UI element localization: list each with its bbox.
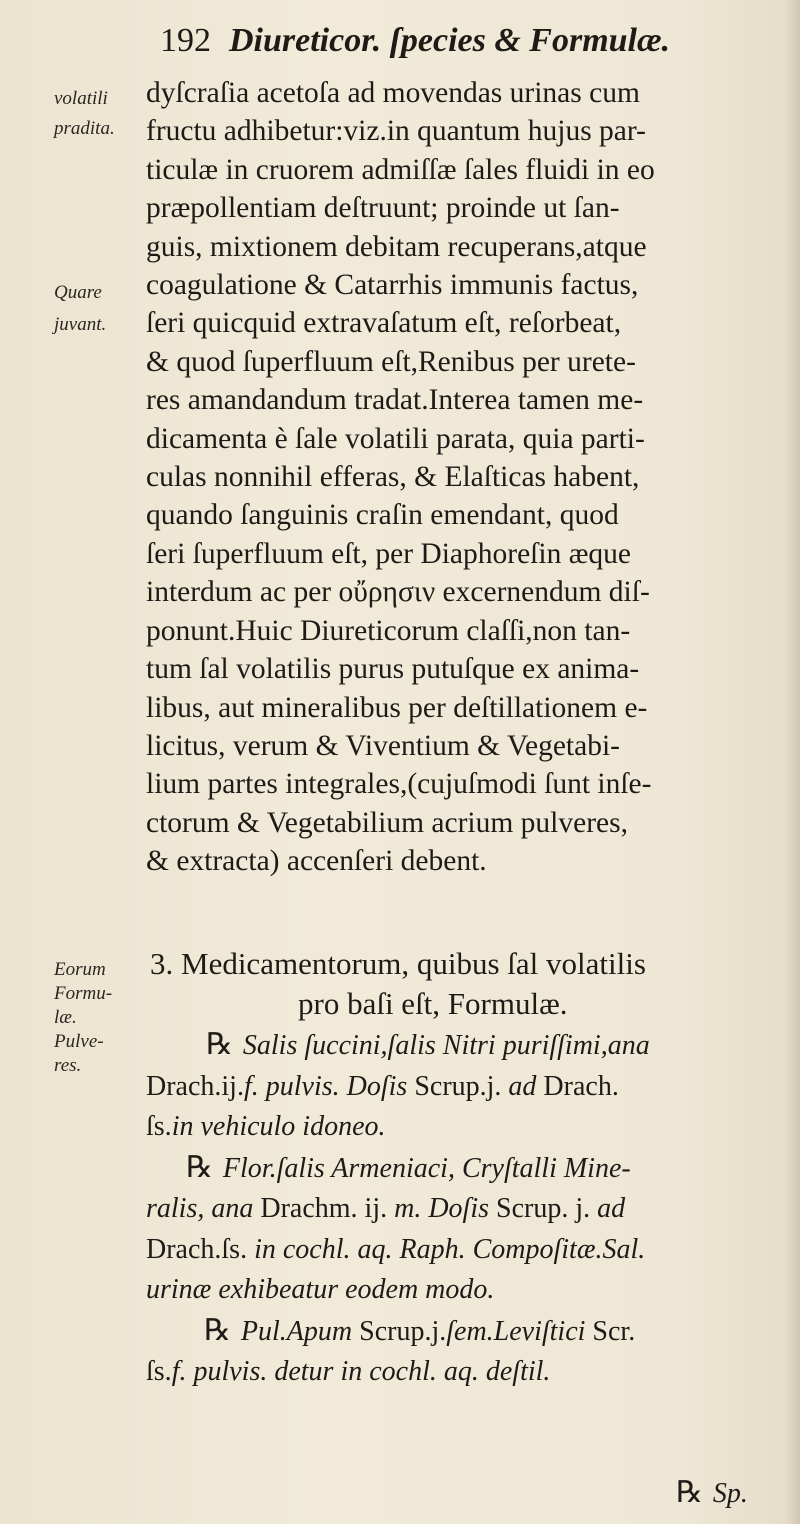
margin-note-line: Formu- — [54, 983, 113, 1004]
margin-note-line: læ. — [54, 1007, 77, 1028]
page-number: 192 — [160, 22, 211, 59]
section-heading-line: pro baſi eſt, Formulæ. — [298, 986, 568, 1021]
body-line: ponunt.Huic Diureticorum claſſi,non tan- — [146, 614, 631, 647]
formula-text: ſs. — [146, 1111, 172, 1142]
body-line: ſeri ſuperfluum eſt, per Diaphoreſin æque — [146, 537, 631, 570]
margin-note-line: volatili — [54, 88, 108, 109]
formula-list — [146, 1025, 796, 1393]
margin-note-line: pradita. — [54, 118, 115, 139]
formula-text: Drach.ij. — [146, 1070, 244, 1102]
formula-text: ralis, ana — [146, 1193, 254, 1224]
body-line: præpollentiam deſtruunt; proinde ut ſan- — [146, 192, 620, 225]
formula-text: Pul.Apum — [240, 1315, 353, 1347]
margin-note-quare — [54, 280, 106, 338]
catchword — [676, 1475, 748, 1510]
formula-2-line — [146, 1189, 796, 1230]
body-line: lium partes integrales,(cujuſmodi ſunt inſe- — [146, 768, 652, 801]
margin-note-line: res. — [54, 1055, 82, 1076]
formula-3-line — [146, 1311, 796, 1353]
body-line: quando ſanguinis craſin emendant, quod — [146, 499, 619, 532]
margin-note-eorum — [54, 958, 112, 1078]
formula-text: in cochl. aq. Raph. Compoſitæ.Sal. — [254, 1233, 646, 1265]
formula-text: ſs. — [146, 1356, 172, 1387]
body-line: & quod ſuperfluum eſt,Renibus per urete- — [146, 345, 636, 378]
formula-2-line — [146, 1148, 796, 1190]
body-line: interdum ac per οὔρησιν excernendum diſ- — [146, 576, 650, 609]
section-heading-line: 3. Medicamentorum, quibus ſal volatilis — [150, 946, 646, 981]
formula-text: in vehiculo idoneo. — [171, 1111, 386, 1142]
formula-text: Scrup.j. — [414, 1070, 502, 1102]
formula-2-line — [146, 1230, 796, 1271]
recipe-symbol-icon: ℞ — [204, 1312, 231, 1348]
margin-note-volatili — [54, 86, 115, 142]
formula-text: Drach.ſs. — [146, 1233, 248, 1265]
formula-1-line — [146, 1067, 796, 1108]
body-line: dicamenta è ſale volatili parata, quia parti- — [146, 422, 645, 455]
margin-note-line: Pulve- — [54, 1031, 104, 1052]
formula-text: ſem.Leviſtici — [446, 1315, 586, 1347]
formula-text: Scr. — [592, 1315, 636, 1347]
formula-text: Drachm. ij. — [260, 1193, 388, 1224]
body-line: ctorum & Vegetabilium acrium pulveres, — [146, 806, 628, 839]
recipe-symbol-icon: ℞ — [676, 1475, 703, 1510]
body-line: ſeri quicquid extravaſatum eſt, reſorbeat, — [146, 307, 622, 340]
body-line: & extracta) accenſeri debent. — [146, 845, 487, 878]
recipe-symbol-icon: ℞ — [206, 1027, 233, 1062]
formula-1-line — [146, 1107, 796, 1148]
body-line: dyſcraſia acetoſa ad movendas urinas cum — [146, 77, 640, 109]
formula-text: Flor.ſalis Armeniaci, Cryſtalli Mine- — [222, 1152, 631, 1184]
running-title: Diureticor. ſpecies & Formulæ. — [229, 22, 671, 59]
formula-text: ad — [597, 1193, 626, 1224]
margin-note-line: Quare — [54, 282, 102, 303]
margin-note-line: juvant. — [54, 314, 107, 335]
body-line: fructu adhibetur:viz.in quantum hujus par- — [146, 115, 646, 148]
catchword-text: Sp. — [712, 1478, 748, 1509]
section-heading — [150, 944, 800, 1024]
body-line: licitus, verum & Viventium & Vegetabi- — [146, 729, 620, 762]
formula-1-line — [146, 1025, 796, 1067]
formula-3-line — [146, 1352, 796, 1393]
running-head — [160, 22, 720, 60]
body-line: libus, aut mineralibus per deſtillationem e- — [146, 691, 648, 724]
formula-text: Drach. — [543, 1070, 619, 1102]
body-line: res amandandum tradat.Interea tamen me- — [146, 384, 644, 417]
formula-text: urinæ exhibeatur eodem modo. — [146, 1274, 495, 1305]
body-line: coagulatione & Catarrhis immunis factus, — [146, 269, 639, 302]
formula-text: ad — [508, 1070, 537, 1102]
formula-2-line — [146, 1270, 796, 1311]
body-paragraph — [146, 74, 796, 881]
formula-text: m. Doſis — [394, 1193, 490, 1224]
formula-text: f. pulvis. detur in cochl. aq. deſtil. — [171, 1356, 551, 1387]
body-line: tum ſal volatilis purus putuſque ex anima- — [146, 653, 640, 686]
recipe-symbol-icon: ℞ — [186, 1149, 213, 1185]
body-line: culas nonnihil efferas, & Elaſticas habent, — [146, 461, 640, 494]
formula-text: f. pulvis. Doſis — [243, 1070, 408, 1102]
formula-text: Scrup. j. — [496, 1193, 591, 1224]
body-line: guis, mixtionem debitam recuperans,atque — [146, 230, 647, 263]
body-line: ticulæ in cruorem admiſſæ ſales fluidi in eo — [146, 153, 655, 186]
formula-text: Salis ſuccini,ſalis Nitri puriſſimi,ana — [242, 1030, 650, 1061]
formula-text: Scrup.j. — [359, 1315, 447, 1347]
margin-note-line: Eorum — [54, 959, 106, 980]
